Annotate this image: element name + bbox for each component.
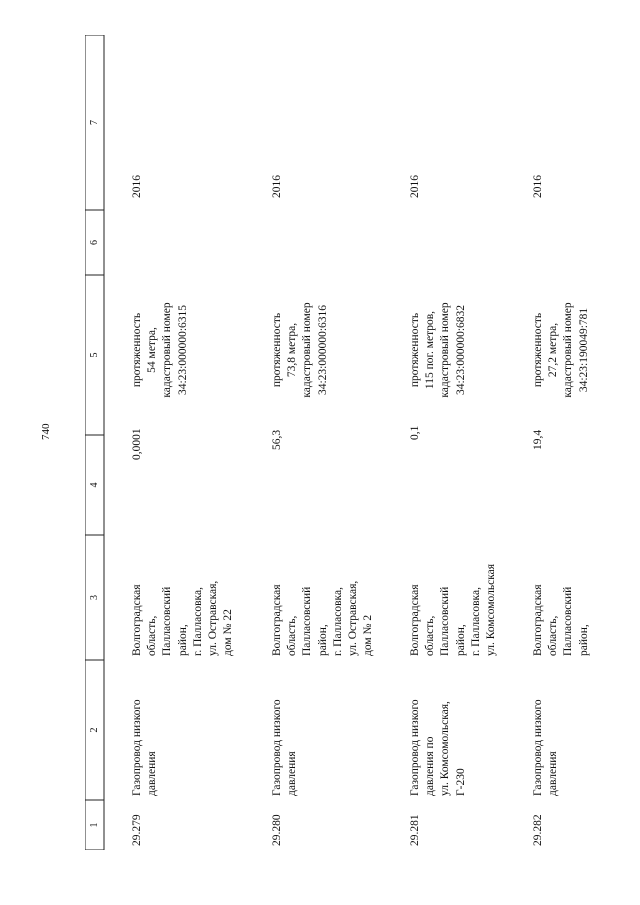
header-col-7: 7 — [89, 120, 100, 125]
row-4-year: 2016 — [532, 175, 544, 198]
header-col-2: 2 — [89, 727, 100, 733]
row-3-description: протяженность 115 пог. метров, кадастровый номер 34:23:000000:6832 — [409, 302, 467, 398]
page-number: 740 — [40, 423, 52, 440]
row-4-name: Газопровод низкого давления — [532, 699, 560, 796]
row-3-name: Газопровод низкого давления по ул. Комсомольская, Г-230 — [409, 699, 467, 796]
row-2-number: 29.280 — [271, 814, 283, 846]
rotated-table — [85, 35, 615, 850]
row-3-value: 0,1 — [409, 425, 421, 440]
row-4-number: 29.282 — [532, 814, 544, 846]
row-4-address: Волгоградская область, Палласовский район, — [532, 584, 590, 656]
header-col-4: 4 — [89, 482, 100, 488]
row-3-number: 29.281 — [409, 814, 421, 846]
header-col-5: 5 — [89, 352, 100, 358]
row-4-value: 19,4 — [532, 429, 544, 450]
row-2-year: 2016 — [271, 175, 283, 198]
row-1-number: 29.279 — [131, 814, 143, 846]
header-col-6: 6 — [89, 240, 100, 245]
row-2-name: Газопровод низкого давления — [271, 699, 299, 796]
row-4-description: протяженность 27,2 метра, кадастровый номер 34:23:190049:781 — [532, 302, 590, 398]
row-1-name: Газопровод низкого давления — [131, 699, 159, 796]
row-2-value: 56,3 — [271, 429, 283, 450]
header-col-1: 1 — [89, 822, 100, 828]
header-col-3: 3 — [89, 595, 100, 600]
row-3-year: 2016 — [409, 175, 421, 198]
row-1-year: 2016 — [131, 175, 143, 198]
row-1-address: Волгоградская область, Палласовский район, г. Палласовка, ул. Остравская, дом № 22 — [131, 580, 235, 656]
row-1-value: 0,0001 — [131, 428, 143, 460]
row-1-description: протяженность 54 метра, кадастровый номер 34:23:000000:6315 — [131, 302, 189, 398]
row-2-description: протяженность 73,8 метра, кадастровый номер 34:23:000000:6316 — [271, 302, 329, 398]
row-2-address: Волгоградская область, Палласовский район, г. Палласовка, ул. Остравская, дом № 2 — [271, 580, 375, 656]
row-3-address: Волгоградская область, Палласовский район, г. Палласовка, ул. Комсомольская — [409, 563, 498, 656]
